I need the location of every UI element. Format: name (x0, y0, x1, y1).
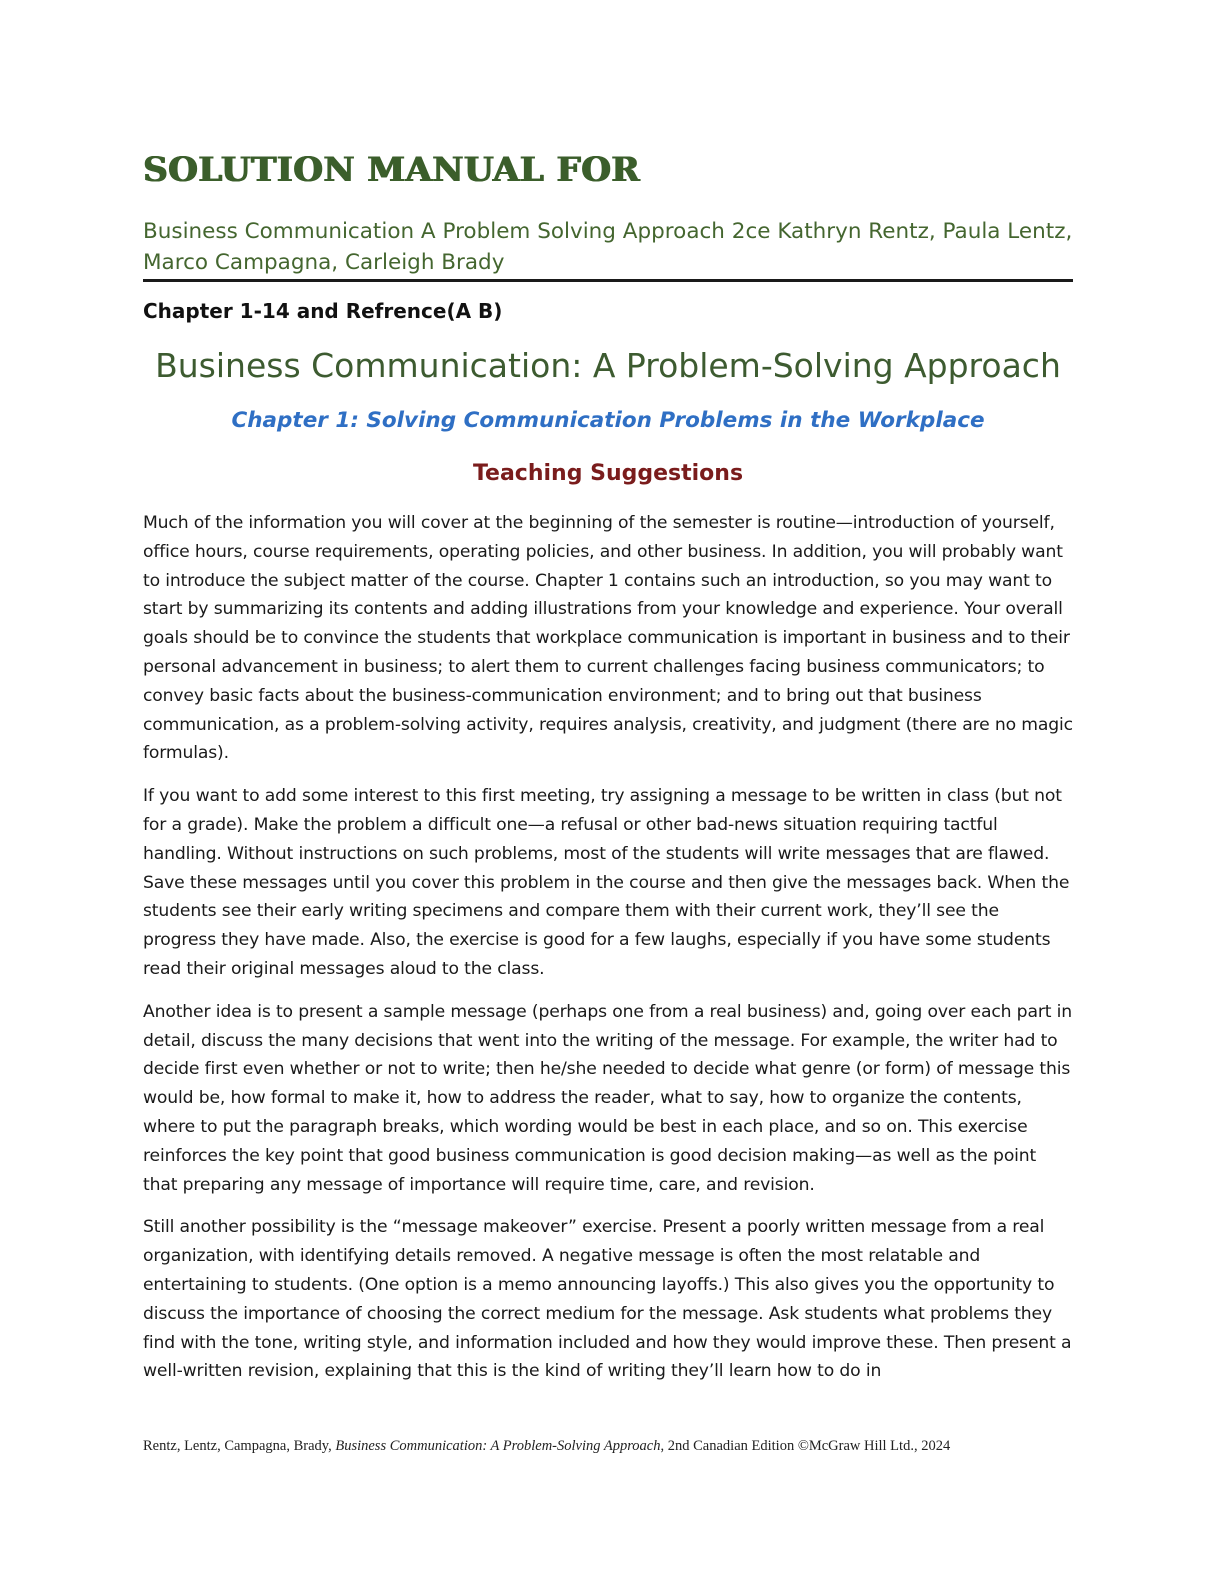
body-text (143, 509, 1073, 1400)
book-title: Business Communication: A Problem-Solving Approach (155, 346, 1061, 385)
footer-book-title: Business Communication: A Problem-Solving Approach (335, 1438, 661, 1454)
page-footer (143, 1438, 1073, 1455)
footer-edition: , 2nd Canadian Edition ©McGraw Hill Ltd., 2024 (660, 1438, 951, 1454)
manual-title: SOLUTION MANUAL FOR (143, 150, 640, 190)
paragraph: Much of the information you will cover at the beginning of the semester is routine—introduction of yourself, office hours, course requirements, operating policies, and other business. In addition, you will probably want to introduce the subject matter of the course. Chapter 1 contains such an introduction, so you may want to start by summarizing its contents and adding illustrations from your knowledge and experience. Your overall goals should be to convince the students that workplace communication is important in business and to their personal advancement in business; to alert them to current challenges facing business communicators; to convey basic facts about the business-communication environment; and to bring out that business communication, as a problem-solving activity, requires analysis, creativity, and judgment (there are no magic formulas). (143, 513, 1073, 764)
horizontal-rule (143, 279, 1073, 282)
section-heading: Teaching Suggestions (472, 461, 744, 486)
paragraph: Still another possibility is the “message makeover” exercise. Present a poorly written message from a real organization, with identifying details removed. A negative message is often the most relatable and entertaining to students. (One option is a memo announcing layoffs.) This also gives you the opportunity to discuss the importance of choosing the correct medium for the message. Ask students what problems they find with the tone, writing style, and information included and how they would improve these. Then present a well-written revision, explaining that this is the kind of writing they’ll learn how to do in (143, 1217, 1072, 1382)
paragraph: Another idea is to present a sample message (perhaps one from a real business) and, going over each part in detail, discuss the many decisions that went into the writing of the message. For example, the writer had to decide first even whether or not to write; then he/she needed to decide what genre (or form) of message this would be, how formal to make it, how to address the reader, what to say, how to organize the contents, where to put the paragraph breaks, which wording would be best in each place, and so on. This exercise reinforces the key point that good business communication is good decision making—as well as the point that preparing any message of importance will require time, care, and revision. (143, 1001, 1073, 1195)
footer-authors: Rentz, Lentz, Campagna, Brady, (143, 1438, 336, 1454)
paragraph: If you want to add some interest to this first meeting, try assigning a message to be written in class (but not for a grade). Make the problem a difficult one—a refusal or other bad-news situation requiring tactful handling. Without instructions on such problems, most of the students will write messages that are flawed. Save these messages until you cover this problem in the course and then give the messages back. When the students see their early writing specimens and compare them with their current work, they’ll see the progress they have made. Also, the exercise is good for a few laughs, especially if you have some students read their original messages aloud to the class. (143, 786, 1070, 979)
book-subtitle: Business Communication A Problem Solving Approach 2ce Kathryn Rentz, Paula Lentz, Marco Campagna, Carleigh Brady (143, 219, 1073, 275)
chapter-range: Chapter 1-14 and Refrence(A B) (143, 299, 503, 323)
chapter-title: Chapter 1: Solving Communication Problems in the Workplace (231, 408, 985, 433)
